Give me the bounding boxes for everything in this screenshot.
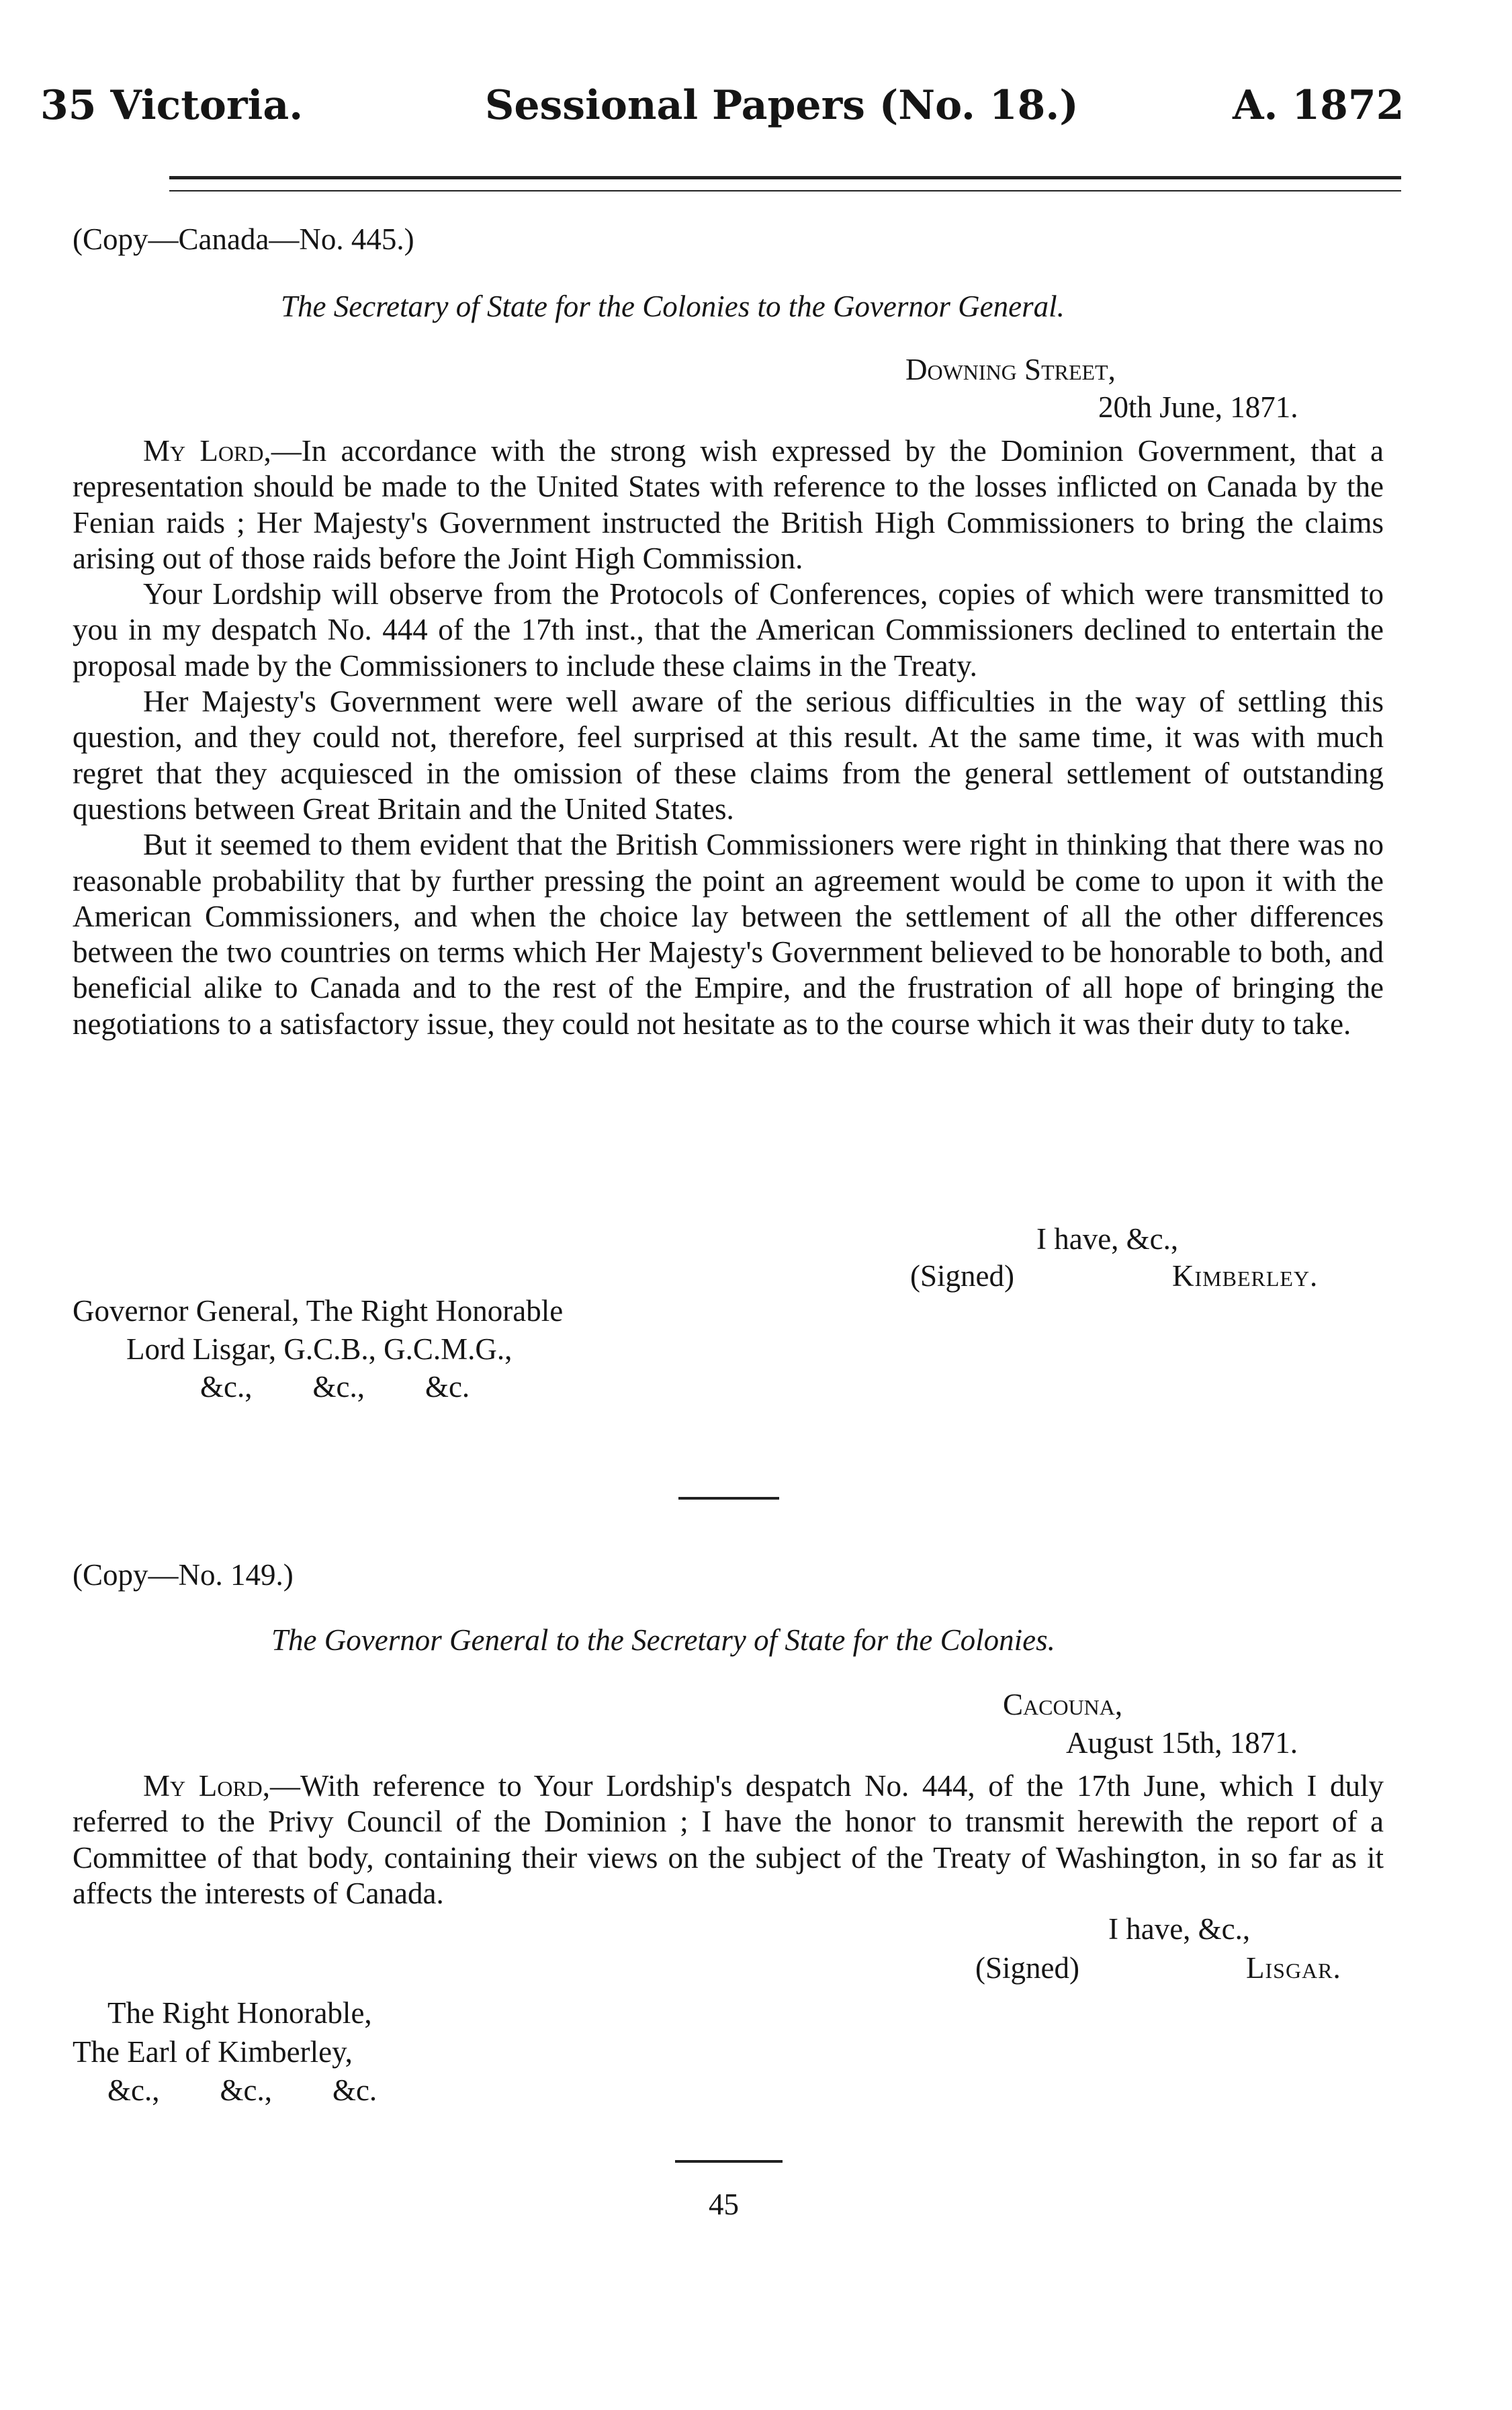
paragraph: But it seemed to them evident that the British Commissioners were right in thinking that there was no reasonable probability that by further pressing the point an agreement would be come to upon it with the American Commissioners, and when the choice lay between the settlement of all the other differences between the two countries on terms which Her Majesty's Government believed to be honorable to both, and beneficial alike to Canada and to the rest of the Empire, and the frustration of all hope of bringing the negotiations to a satisfactory issue, they could not hesitate as to the course which it was their duty to take.: [73, 828, 1384, 1041]
letter-body-2: [73, 1768, 1384, 1911]
paragraph-text: —In accordance with the strong wish expressed by the Dominion Government, that a representation should be made to the United States with reference to the losses inflicted on Canada by the Fenian raids ; Her Majesty's Government instructed the British High Commissioners to bring the claims arising out of those raids before the Joint High Commission.: [73, 434, 1384, 575]
header-title: Sessional Papers (No. 18.): [485, 82, 1079, 129]
signed-label-2: (Signed): [975, 1951, 1079, 1985]
addressee-1-line-3: &c., &c., &c.: [200, 1370, 470, 1404]
page-number: 45: [709, 2188, 739, 2221]
letter-body-1: [73, 433, 1384, 1042]
copy-reference-1: (Copy—Canada—No. 445.): [73, 222, 414, 256]
header-rule-thick: [169, 176, 1401, 179]
addressee-1-line-1: Governor General, The Right Honorable: [73, 1294, 564, 1328]
letter-heading-2: The Governor General to the Secretary of State for the Colonies.: [271, 1623, 1055, 1657]
header-rule-thin: [169, 190, 1401, 191]
addressee-2-line-2: The Earl of Kimberley,: [73, 2035, 353, 2069]
copy-reference-2: (Copy—No. 149.): [73, 1558, 294, 1592]
salutation-2: My Lord,: [143, 1769, 271, 1803]
addressee-2-line-3: &c., &c., &c.: [107, 2073, 377, 2107]
signer-1: Kimberley.: [1172, 1259, 1319, 1293]
section-divider: [678, 1497, 779, 1500]
place-1: Downing Street,: [905, 353, 1116, 386]
closing-1: I have, &c.,: [1036, 1222, 1179, 1256]
header-session: 35 Victoria.: [40, 82, 304, 129]
paragraph: [73, 1768, 1384, 1911]
salutation-1: My Lord,: [143, 434, 271, 468]
signer-2: Lisgar.: [1246, 1951, 1341, 1985]
footer-divider: [675, 2160, 783, 2163]
date-1: 20th June, 1871.: [1098, 390, 1298, 424]
paragraph: [73, 433, 1384, 576]
paragraph: Your Lordship will observe from the Protocols of Conferences, copies of which were transmitted to you in my despatch No. 444 of the 17th inst., that the American Commissioners declined to entertain the proposal made by the Commissioners to include these claims in the Treaty.: [73, 577, 1384, 683]
addressee-2-line-1: The Right Honorable,: [107, 1996, 372, 2030]
addressee-1-line-2: Lord Lisgar, G.C.B., G.C.M.G.,: [126, 1332, 513, 1366]
closing-2: I have, &c.,: [1108, 1912, 1251, 1946]
paragraph: Her Majesty's Government were well aware of the serious difficulties in the way of settling this question, and they could not, therefore, feel surprised at this result. At the same time, it was with much regret that they acquiesced in the omission of these claims from the general settlement of outstanding questions between Great Britain and the United States.: [73, 685, 1384, 826]
date-2: August 15th, 1871.: [1066, 1726, 1298, 1760]
signed-label-1: (Signed): [910, 1259, 1014, 1293]
letter-heading-1: The Secretary of State for the Colonies to the Governor General.: [281, 290, 1065, 323]
place-2: Cacouna,: [1003, 1688, 1123, 1721]
header-year: A. 1872: [1233, 82, 1405, 129]
paragraph-text: —With reference to Your Lordship's despatch No. 444, of the 17th June, which I duly referred to the Privy Council of the Dominion ; I have the honor to transmit herewith the report of a Committee of that body, containing their views on the subject of the Treaty of Washington, in so far as it affects the interests of Canada.: [73, 1769, 1384, 1910]
